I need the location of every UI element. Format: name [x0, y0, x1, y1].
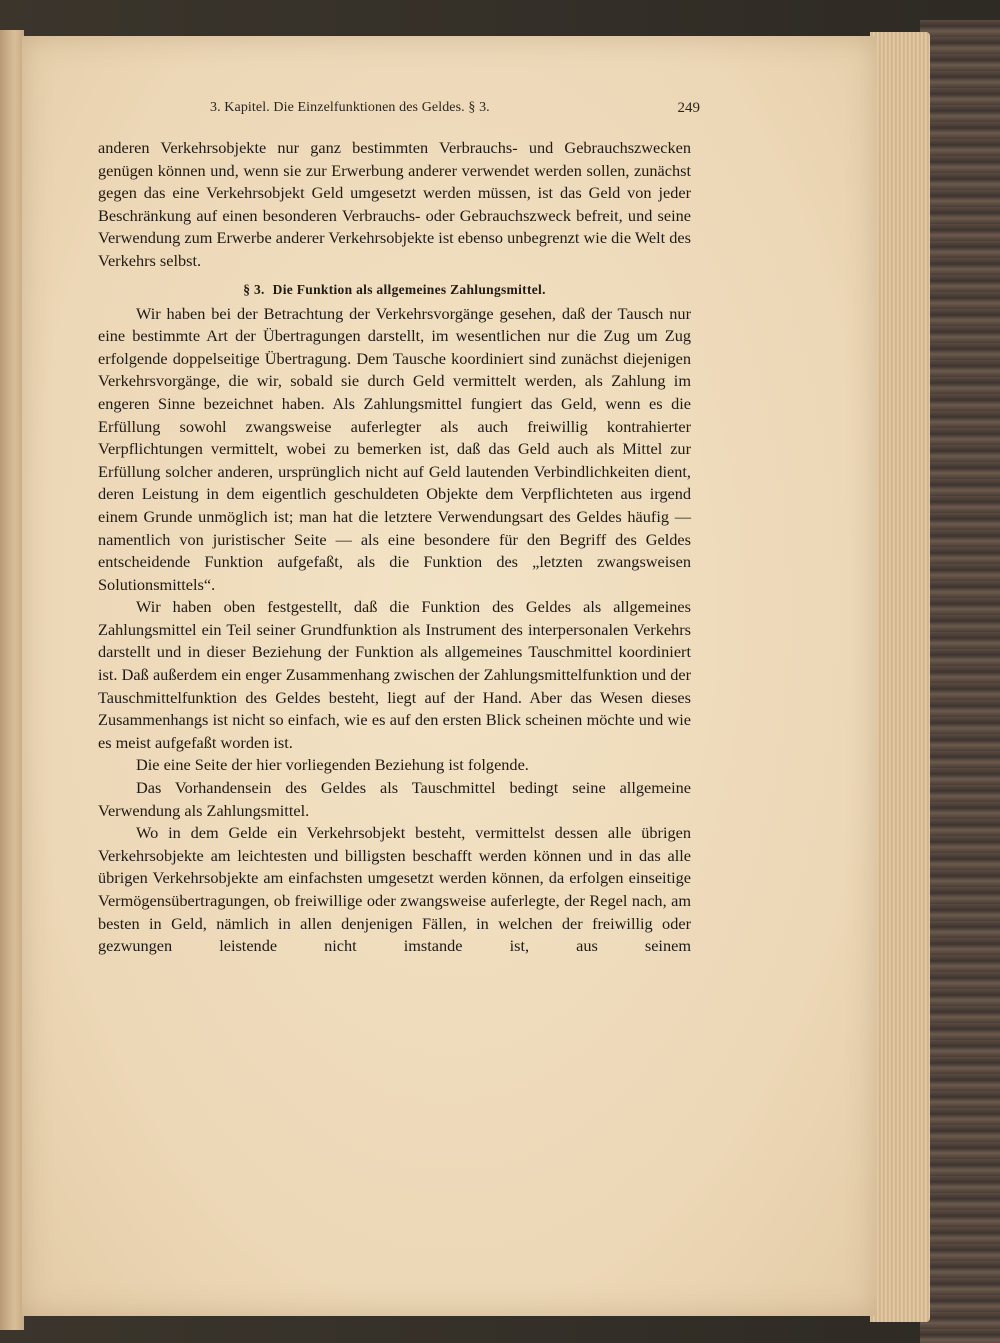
page-body — [98, 137, 691, 958]
paragraph-continued: anderen Verkehrsobjekte nur ganz bestimmten Verbrauchs- und Gebrauchszwecken genügen können und, wenn sie zur Erwerbung anderer verwendet werden sollen, zunächst gegen das eine Verkehrsobjekt Geld umgesetzt werden müssen, ist das Geld von jeder Beschränkung auf einen besonderen Verbrauchs- oder Gebrauchszweck befreit, und seine Verwendung zum Erwerbe anderer Verkehrsobjekte ist ebenso unbegrenzt wie die Welt des Verkehrs selbst. — [98, 138, 691, 270]
section-number: § 3. — [243, 281, 265, 297]
paragraph: Die eine Seite der hier vorliegenden Beziehung ist folgende. — [136, 755, 529, 775]
paragraph: Das Vorhandensein des Geldes als Tauschmittel bedingt seine allgemeine Verwendung als Zahlungsmittel. — [98, 778, 691, 820]
page-number: 249 — [677, 100, 700, 116]
paragraph: Wir haben oben festgestellt, daß die Funktion des Geldes als allgemeines Zahlungsmittel ein Teil seiner Grundfunktion als Instrument des interpersonalen Verkehrs darstellt und in dieser Beziehung der Funktion als allgemeines Tauschmittel koordiniert ist. Daß außerdem ein enger Zusammenhang zwischen der Zahlungsmittelfunktion und der Tauschmittelfunktion des Geldes besteht, liegt auf der Hand. Aber das Wesen dieses Zusammenhangs ist nicht so einfach, wie es auf den ersten Blick scheinen möchte und wie es meist aufgefaßt worden ist. — [98, 597, 691, 752]
paragraph: Wir haben bei der Betrachtung der Verkehrsvorgänge gesehen, daß der Tausch nur eine bestimmte Art der Übertragungen darstellt, im wesentlichen nur die Zug um Zug erfolgende doppelseitige Übertragung. Dem Tausche koordiniert sind zunächst diejenigen Verkehrsvorgänge, die wir, sobald sie durch Geld vermittelt werden, als Zahlung im engeren Sinne bezeichnet haben. Als Zahlungsmittel fungiert das Geld, wenn es die Erfüllung sowohl zwangsweise auferlegter als auch freiwillig kontrahierter Verpflichtungen vermittelt, wobei zu bemerken ist, daß das Geld auch als Mittel zur Erfüllung solcher anderen, ursprünglich nicht auf Geld lautenden Verbindlichkeiten dient, deren Leistung in dem eigentlich geschuldeten Objekte dem Verpflichteten aus irgend einem Grunde unmöglich ist; man hat die letztere Verwendungsart des Geldes häufig — namentlich von juristischer Seite — als eine besondere für den Begriff des Geldes entscheidende Funktion aufgefaßt, als die Funktion des „letzten zwangsweisen Solutionsmittels“. — [98, 303, 691, 594]
running-header — [210, 100, 700, 122]
running-title: 3. Kapitel. Die Einzelfunktionen des Geldes. § 3. — [210, 100, 490, 115]
section-heading — [98, 279, 691, 301]
page-edges — [870, 32, 930, 1322]
left-page-edge — [0, 30, 24, 1330]
book-cover-edge — [920, 20, 1000, 1343]
paragraph: Wo in dem Gelde ein Verkehrsobjekt besteht, vermittelst dessen alle übrigen Verkehrsobjekte am leichtesten und billigsten beschafft werden können und in das alle übrigen Verkehrsobjekte am einfachsten umgesetzt werden können, da erfolgen einseitige Vermögensübertragungen, ob freiwillige oder zwangsweise auferlegte, der Regel nach, am besten in Geld, nämlich in allen denjenigen Fällen, in welchen der freiwillig oder gezwungen leistende nicht imstande ist, aus seinem — [98, 823, 691, 956]
section-title: Die Funktion als allgemeines Zahlungsmittel. — [272, 281, 546, 297]
